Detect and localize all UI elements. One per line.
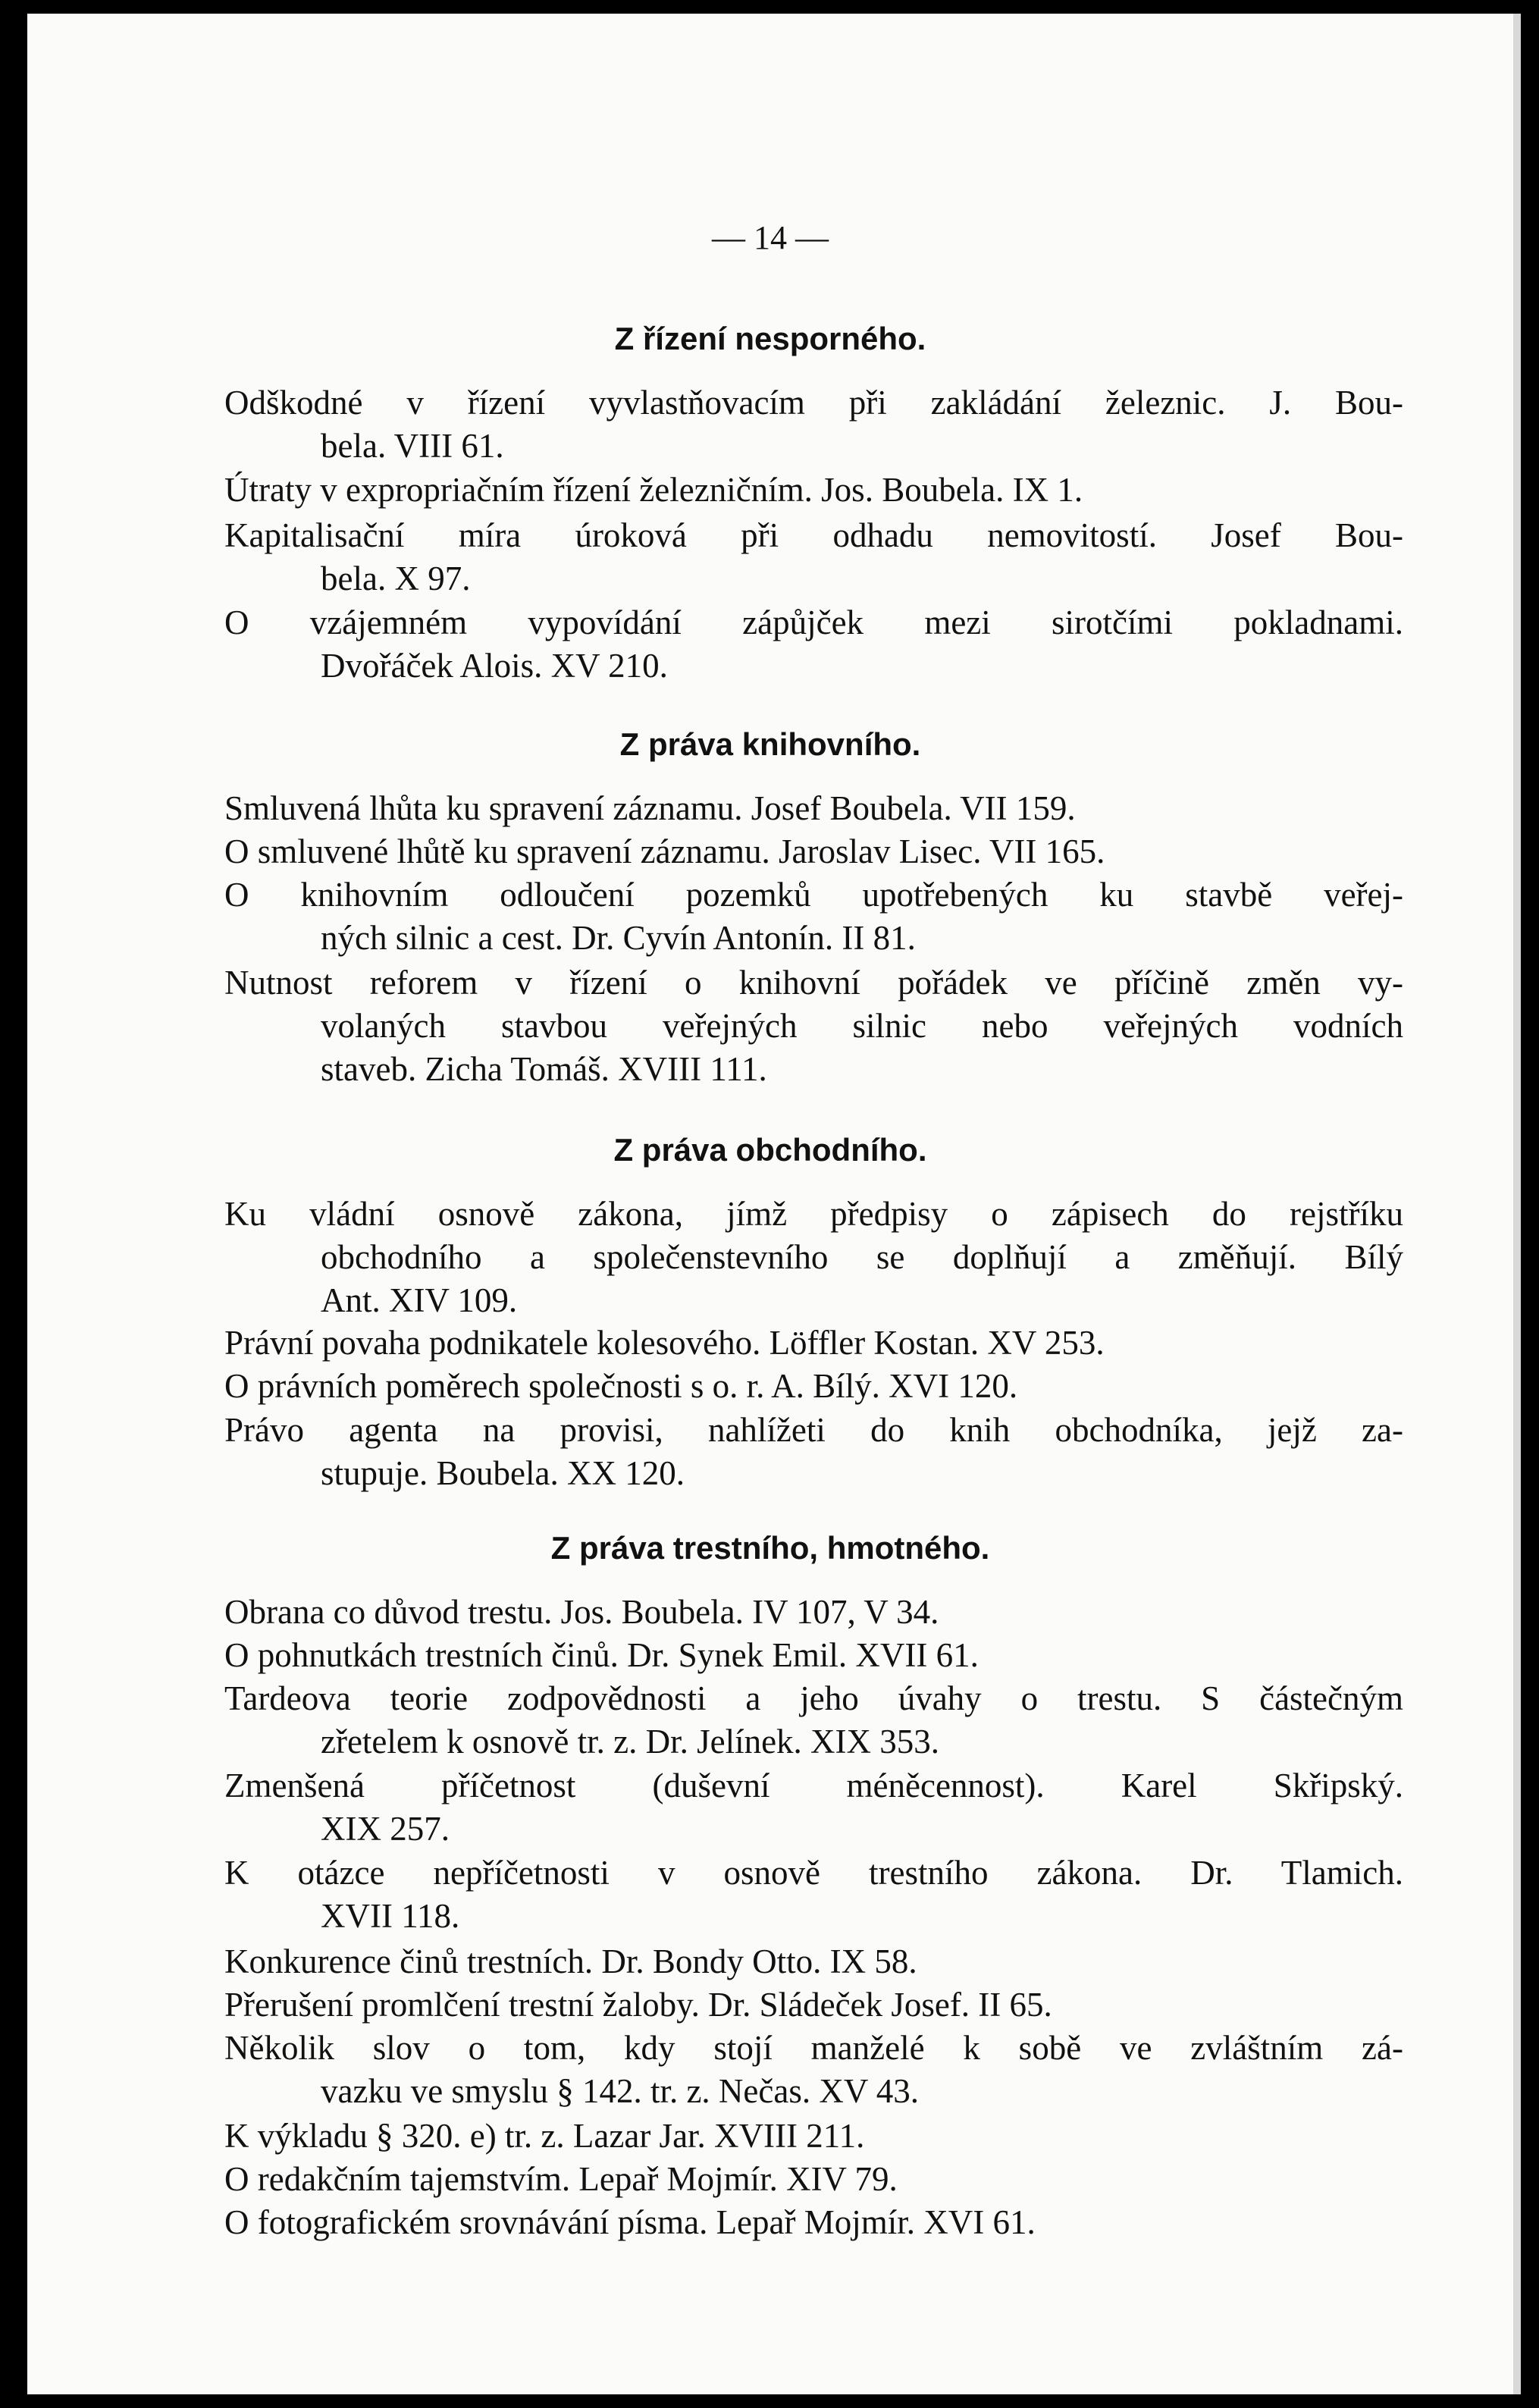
entry-line: O fotografickém srovnávání písma. Lepař Mojmír. XVI 61. — [224, 2203, 1036, 2241]
bibliography-entry — [224, 2027, 1403, 2113]
bibliography-entry — [224, 1322, 1403, 1365]
entry-line: Právo agenta na provisi, nahlížeti do knih obchodníka, jejž za- — [224, 1411, 1403, 1449]
bibliography-entry — [224, 1193, 1403, 1322]
bibliography-entry — [224, 787, 1403, 830]
bibliography-entry — [224, 1365, 1403, 1408]
section-heading: Z práva obchodního. — [613, 1132, 927, 1168]
bibliography-entry — [224, 1764, 1403, 1851]
bibliography-entry — [224, 514, 1403, 600]
entry-line: K výkladu § 320. e) tr. z. Lazar Jar. XVIII 211. — [224, 2117, 865, 2155]
entry-line: K otázce nepříčetnosti v osnově trestního zákona. Dr. Tlamich. — [224, 1854, 1403, 1892]
entry-line: staveb. Zicha Tomáš. XVIII 111. — [321, 1050, 767, 1088]
entry-line: Právní povaha podnikatele kolesového. Löffler Kostan. XV 253. — [224, 1324, 1105, 1362]
section-heading: Z práva trestního, hmotného. — [550, 1530, 990, 1566]
entry-line: O pohnutkách trestních činů. Dr. Synek Emil. XVII 61. — [224, 1636, 979, 1674]
entry-line: zřetelem k osnově tr. z. Dr. Jelínek. XIX 353. — [321, 1723, 940, 1761]
entry-line: O knihovním odloučení pozemků upotřebených ku stavbě veřej- — [224, 876, 1403, 914]
entry-line: ných silnic a cest. Dr. Cyvín Antonín. II 81. — [321, 919, 916, 957]
entry-line: O smluvené lhůtě ku spravení záznamu. Jaroslav Lisec. VII 165. — [224, 832, 1105, 870]
entry-line: Útraty v expropriačním řízení železničním. Jos. Boubela. IX 1. — [224, 471, 1083, 509]
bibliography-entry — [224, 961, 1403, 1091]
bibliography-entry — [224, 1940, 1403, 1983]
entry-line: Obrana co důvod trestu. Jos. Boubela. IV 107, V 34. — [224, 1593, 939, 1631]
entry-line: Několik slov o tom, kdy stojí manželé k sobě ve zvláštním zá- — [224, 2029, 1403, 2067]
bibliography-entry — [224, 381, 1403, 468]
entry-line: Kapitalisační míra úroková při odhadu nemovitostí. Josef Bou- — [224, 516, 1403, 554]
entry-line: Dvořáček Alois. XV 210. — [321, 647, 668, 685]
entry-line: XIX 257. — [321, 1810, 450, 1848]
bibliography-entry — [224, 2115, 1403, 2158]
entry-line: Nutnost reforem v řízení o knihovní pořádek ve příčině změn vy- — [224, 964, 1403, 1002]
entry-line: Tardeova teorie zodpovědnosti a jeho úvahy o trestu. S částečným — [224, 1679, 1403, 1717]
bibliography-entry — [224, 1634, 1403, 1677]
entry-line: O právních poměrech společnosti s o. r. A. Bílý. XVI 120. — [224, 1367, 1018, 1405]
entry-line: obchodního a společenstevního se doplňují a změňují. Bílý — [321, 1238, 1403, 1276]
bibliography-entry — [224, 830, 1403, 873]
entry-line: XVII 118. — [321, 1897, 460, 1935]
entry-line: O vzájemném vypovídání zápůjček mezi sirotčími pokladnami. — [224, 604, 1403, 641]
page-number: — 14 — — [712, 219, 829, 256]
bibliography-entry — [224, 1983, 1403, 2027]
entry-line: bela. X 97. — [321, 560, 471, 597]
bibliography-entry — [224, 873, 1403, 960]
entry-line: O redakčním tajemstvím. Lepař Mojmír. XIV 79. — [224, 2160, 898, 2198]
entry-line: Konkurence činů trestních. Dr. Bondy Otto. IX 58. — [224, 1942, 917, 1980]
section-heading: Z řízení nesporného. — [614, 321, 926, 356]
entry-line: Přerušení promlčení trestní žaloby. Dr. Sládeček Josef. II 65. — [224, 1986, 1052, 2024]
entry-line: volaných stavbou veřejných silnic nebo veřejných vodních — [321, 1007, 1403, 1045]
book-page — [27, 14, 1521, 2394]
entry-line: Smluvená lhůta ku spravení záznamu. Josef Boubela. VII 159. — [224, 789, 1076, 827]
bibliography-entry — [224, 1677, 1403, 1764]
entry-line: Zmenšená příčetnost (duševní méněcennost). Karel Skřipský. — [224, 1767, 1403, 1804]
entry-line: Ant. XIV 109. — [321, 1281, 518, 1319]
entry-line: Ku vládní osnově zákona, jímž předpisy o zápisech do rejstříku — [224, 1195, 1403, 1233]
bibliography-entry — [224, 601, 1403, 688]
bibliography-entry — [224, 1591, 1403, 1634]
bibliography-entry — [224, 2201, 1403, 2244]
bibliography-entry — [224, 2158, 1403, 2201]
section-heading: Z práva knihovního. — [619, 726, 921, 762]
entry-line: vazku ve smyslu § 142. tr. z. Nečas. XV 43. — [321, 2072, 920, 2110]
bibliography-entry — [224, 469, 1403, 512]
bibliography-entry — [224, 1409, 1403, 1495]
entry-line: Odškodné v řízení vyvlastňovacím při zakládání železnic. J. Bou- — [224, 384, 1403, 422]
entry-line: stupuje. Boubela. XX 120. — [321, 1454, 685, 1492]
entry-line: bela. VIII 61. — [321, 427, 504, 465]
bibliography-entry — [224, 1851, 1403, 1938]
